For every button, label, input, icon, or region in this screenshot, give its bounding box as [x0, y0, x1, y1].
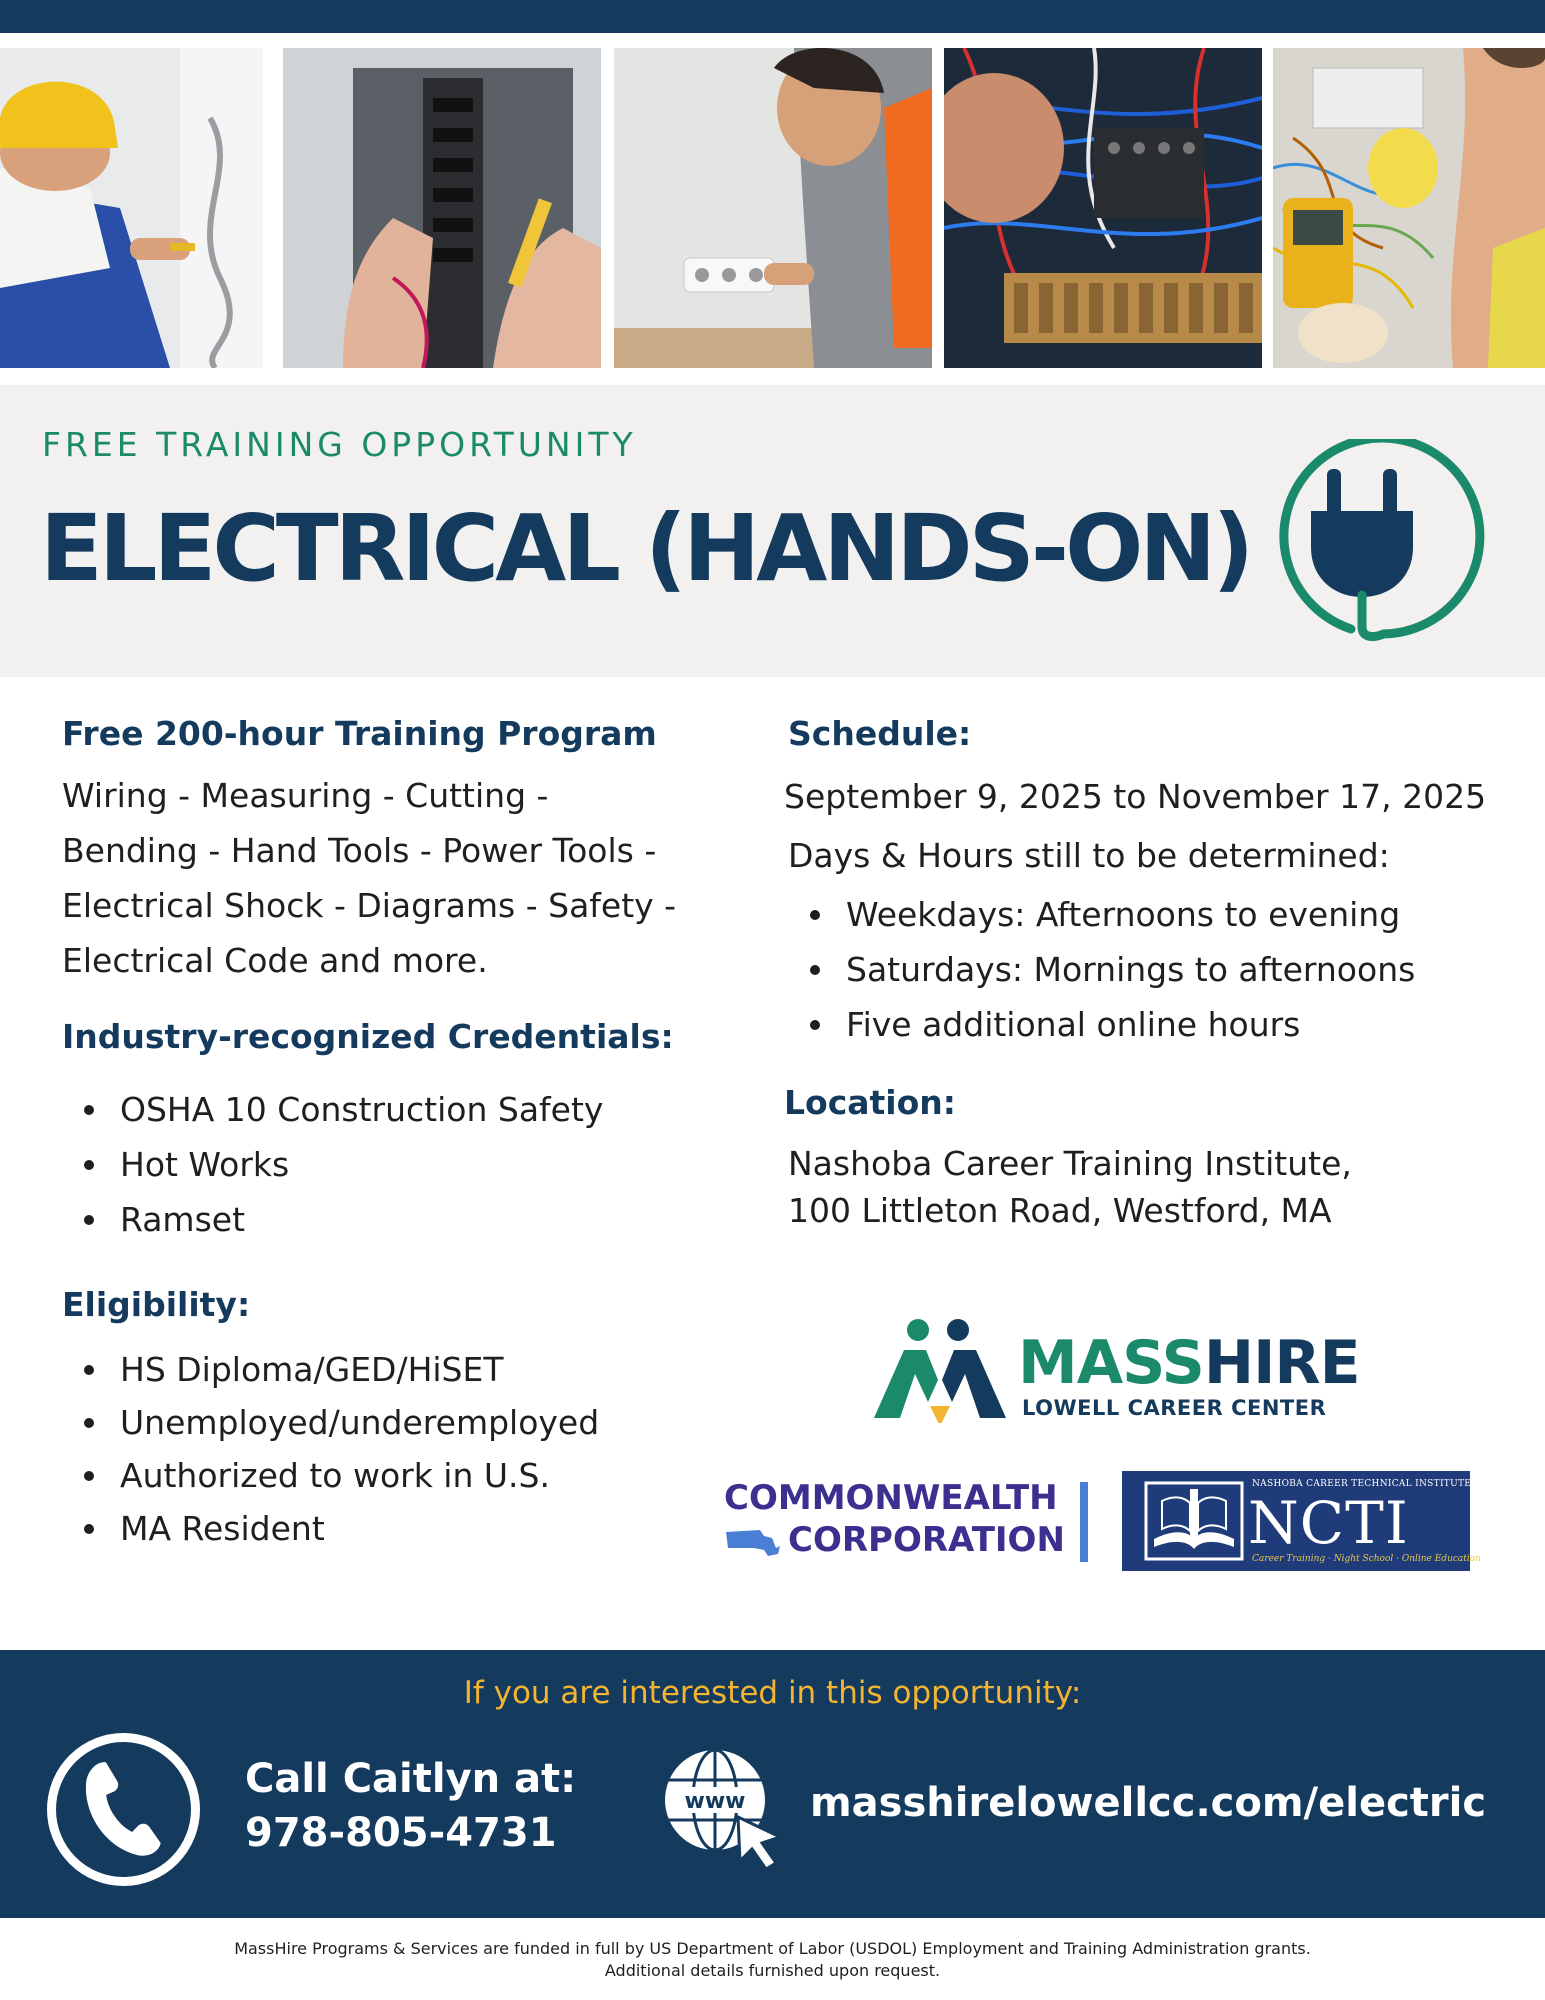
list-item: Saturdays: Mornings to afternoons: [788, 942, 1415, 997]
photo-contactor-wiring: [944, 48, 1262, 368]
www-label: www: [684, 1789, 746, 1814]
commonwealth-line2: CORPORATION: [788, 1520, 1065, 1560]
schedule-hours-note: Days & Hours still to be determined:: [788, 836, 1390, 875]
list-item: Weekdays: Afternoons to evening: [788, 887, 1415, 942]
cta-band: [0, 1650, 1545, 1918]
list-item: Five additional online hours: [788, 997, 1415, 1052]
schedule-dates: September 9, 2025 to November 17, 2025: [784, 777, 1487, 816]
plug-icon: [1265, 439, 1485, 649]
topic-line: Electrical Shock - Diagrams - Safety -: [62, 886, 677, 925]
list-item: OSHA 10 Construction Safety: [62, 1082, 603, 1137]
masshire-mark-icon: [870, 1318, 1010, 1423]
credentials-heading: Industry-recognized Credentials:: [62, 1017, 674, 1056]
commonwealth-logo: [722, 1478, 1092, 1568]
list-item: Authorized to work in U.S.: [62, 1449, 599, 1502]
phone-number[interactable]: 978-805-4731: [245, 1810, 557, 1856]
location-heading: Location:: [784, 1083, 956, 1122]
photo-multimeter-check: [1273, 48, 1545, 368]
website-link[interactable]: masshirelowellcc.com/electric: [810, 1780, 1487, 1826]
program-topics: [62, 768, 676, 988]
funding-disclaimer: [0, 1938, 1545, 1982]
list-item: HS Diploma/GED/HiSET: [62, 1343, 599, 1396]
ncti-tagline: Career Training · Night School · Online Education: [1252, 1554, 1481, 1564]
photo-electrician-hardhat: [0, 48, 263, 368]
masshire-wordmark: [1018, 1328, 1360, 1398]
hero-band: [0, 385, 1545, 677]
schedule-list: [788, 887, 1415, 1052]
masshire-mass: MASS: [1018, 1328, 1204, 1398]
list-item: Unemployed/underemployed: [62, 1396, 599, 1449]
massachusetts-map-icon: [724, 1526, 782, 1560]
top-bar: [0, 0, 1545, 33]
eligibility-list: [62, 1343, 599, 1555]
photo-outlet-install: [614, 48, 932, 368]
call-label: Call Caitlyn at:: [245, 1756, 577, 1802]
address-line: Nashoba Career Training Institute,: [788, 1144, 1352, 1183]
topic-line: Electrical Code and more.: [62, 941, 488, 980]
masshire-logo: [870, 1318, 1370, 1423]
hero-kicker: FREE TRAINING OPPORTUNITY: [42, 425, 637, 464]
page-title: ELECTRICAL (HANDS-ON): [40, 495, 1251, 602]
commonwealth-line1: COMMONWEALTH: [724, 1478, 1058, 1518]
ncti-logo: [1122, 1471, 1481, 1571]
masshire-hire: HIRE: [1203, 1328, 1360, 1398]
disclaimer-line: MassHire Programs & Services are funded in full by US Department of Labor (USDOL) Employment and Training Administration grants.: [234, 1939, 1311, 1958]
list-item: Hot Works: [62, 1137, 603, 1192]
masshire-subtitle: LOWELL CAREER CENTER: [1022, 1396, 1327, 1420]
list-item: MA Resident: [62, 1502, 599, 1555]
eligibility-heading: Eligibility:: [62, 1285, 251, 1324]
disclaimer-line: Additional details furnished upon request.: [604, 1961, 941, 1980]
commonwealth-divider: [1080, 1482, 1088, 1562]
phone-icon[interactable]: [46, 1732, 201, 1887]
ncti-wordmark: NCTI: [1248, 1489, 1409, 1557]
cta-title: If you are interested in this opportunity:: [463, 1675, 1082, 1711]
program-heading: Free 200-hour Training Program: [62, 714, 657, 753]
ncti-institute-name: NASHOBA CAREER TECHNICAL INSTITUTE: [1252, 1479, 1472, 1489]
location-address: [788, 1140, 1352, 1234]
ncti-book-emblem-icon: [1144, 1481, 1244, 1561]
credentials-list: [62, 1082, 603, 1247]
address-line: 100 Littleton Road, Westford, MA: [788, 1191, 1332, 1230]
globe-cursor-icon[interactable]: [660, 1745, 790, 1870]
schedule-heading: Schedule:: [788, 714, 972, 753]
topic-line: Bending - Hand Tools - Power Tools -: [62, 831, 657, 870]
photo-breaker-panel: [283, 48, 601, 368]
list-item: Ramset: [62, 1192, 603, 1247]
topic-line: Wiring - Measuring - Cutting -: [62, 776, 549, 815]
